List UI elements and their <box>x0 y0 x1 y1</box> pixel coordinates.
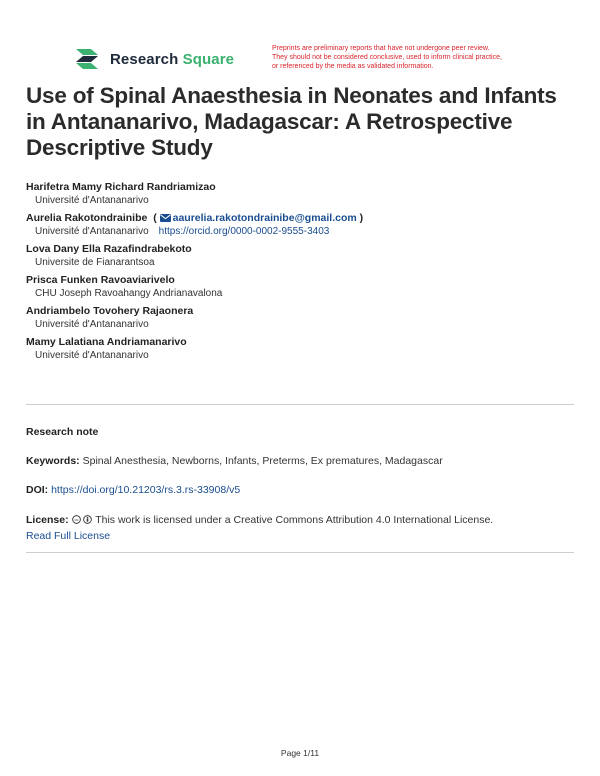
author-affiliation: Université d'Antananarivo <box>35 350 149 361</box>
envelope-icon <box>160 214 171 222</box>
keywords-line <box>26 453 576 469</box>
author-entry <box>26 304 576 332</box>
divider-top <box>26 404 574 405</box>
author-entry <box>26 242 576 270</box>
keywords-label: Keywords: <box>26 455 80 467</box>
author-entry <box>26 180 576 208</box>
author-affiliation: Université d'Antananarivo https://orcid.org/0000-0002-9555-3403 <box>35 226 330 237</box>
author-entry <box>26 335 576 363</box>
research-square-logo[interactable] <box>74 46 234 72</box>
research-square-logo-icon <box>74 46 104 72</box>
preprint-notice: Preprints are preliminary reports that have not undergone peer review. They should not be considered conclusive, used to inform clinical practice, or referenced by the media as validated information. <box>272 45 502 70</box>
author-name: Mamy Lalatiana Andriamanarivo <box>26 336 187 348</box>
license-line <box>26 512 576 544</box>
author-entry <box>26 273 576 301</box>
doi-link[interactable]: https://doi.org/10.21203/rs.3.rs-33908/v5 <box>51 484 241 496</box>
author-entry <box>26 211 576 239</box>
author-affiliation: Université d'Antananarivo <box>35 195 149 206</box>
author-name: Harifetra Mamy Richard Randriamizao <box>26 181 216 193</box>
keywords-value: Spinal Anesthesia, Newborns, Infants, Preterms, Ex prematures, Madagascar <box>82 455 443 467</box>
author-affiliation: Universite de Fianarantsoa <box>35 257 155 268</box>
author-list <box>26 180 576 366</box>
read-full-license-link[interactable]: Read Full License <box>26 530 111 542</box>
attribution-icon <box>83 515 92 524</box>
svg-text:cc: cc <box>74 517 79 523</box>
doi-line <box>26 482 576 498</box>
doi-label: DOI: <box>26 484 49 496</box>
author-name-with-email: Aurelia Rakotondrainibe ( aaurelia.rakotondrainibe@gmail.com ) <box>26 212 364 224</box>
orcid-link[interactable]: https://orcid.org/0000-0002-9555-3403 <box>158 226 330 237</box>
author-affiliation: Université d'Antananarivo <box>35 319 149 330</box>
author-name: Lova Dany Ella Razafindrabekoto <box>26 243 192 255</box>
paper-title: Use of Spinal Anaesthesia in Neonates and Infants in Antananarivo, Madagascar: A Retrospective Descriptive Study <box>26 83 557 160</box>
license-text: This work is licensed under a Creative Commons Attribution 4.0 International License. <box>95 514 494 526</box>
author-name: Prisca Funken Ravoaviarivelo <box>26 274 175 286</box>
page-number: Page 1/11 <box>280 748 320 758</box>
author-email-link[interactable]: aaurelia.rakotondrainibe@gmail.com <box>172 212 357 224</box>
author-affiliation: CHU Joseph Ravoahangy Andrianavalona <box>35 288 223 299</box>
divider-bottom <box>26 552 574 553</box>
article-type: Research note <box>26 426 99 438</box>
license-label: License: <box>26 514 69 526</box>
author-name: Andriambelo Tovohery Rajaonera <box>26 305 194 317</box>
creative-commons-icon <box>72 515 81 524</box>
brand-name: Research Square <box>110 50 235 68</box>
